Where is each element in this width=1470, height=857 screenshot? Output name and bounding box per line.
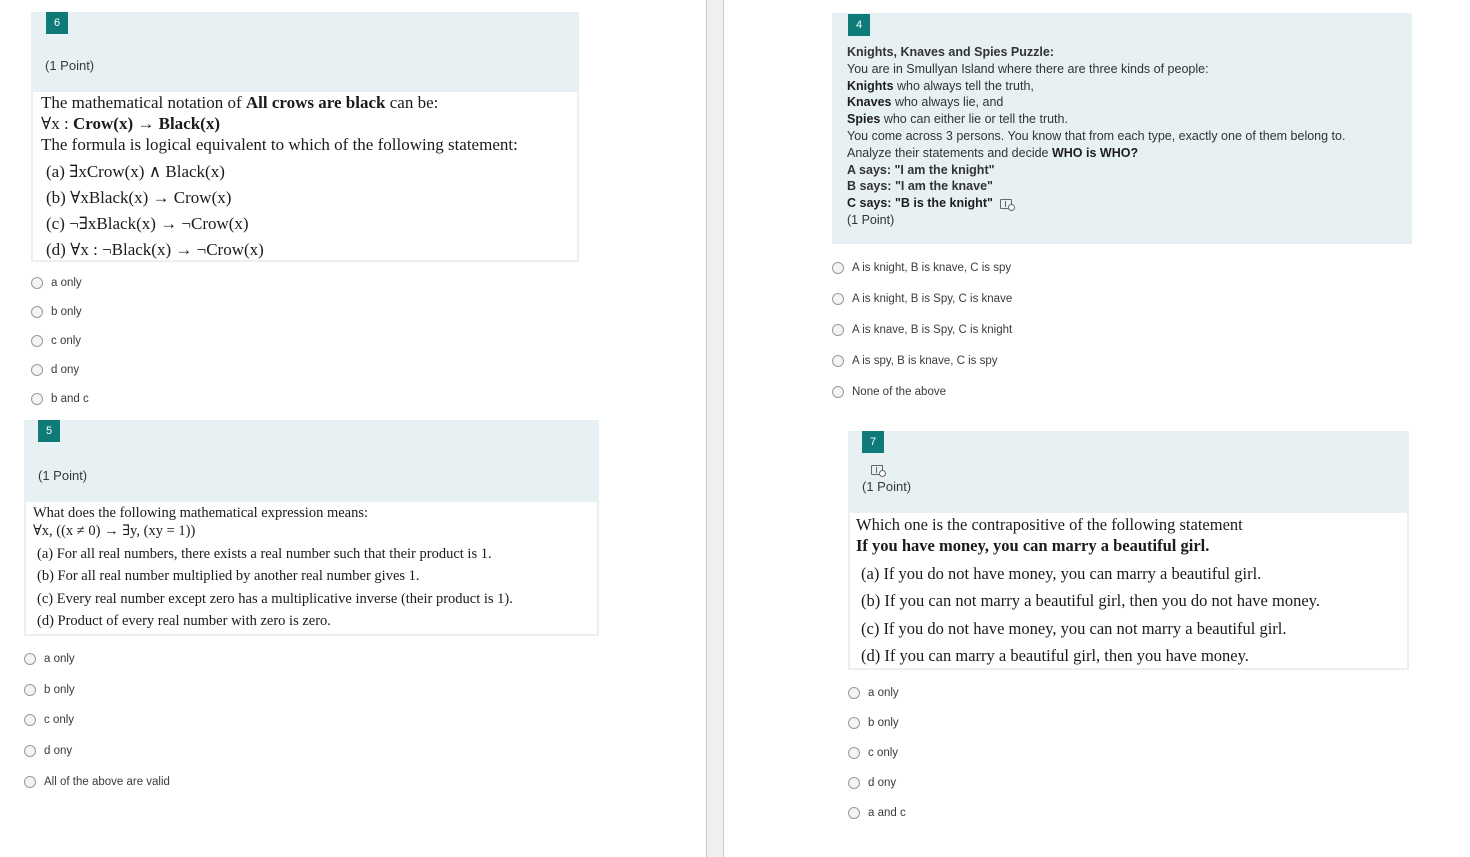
option-label: d ony <box>44 745 73 757</box>
option-label: A is knight, B is knave, C is spy <box>852 262 1012 274</box>
q7-option-c[interactable] <box>848 747 898 759</box>
option-label: c only <box>51 335 82 347</box>
puzzle-spies: Spies who can either lie or tell the truth. <box>847 112 1068 127</box>
immersive-reader-icon[interactable] <box>871 465 883 475</box>
q6-option-c[interactable] <box>31 335 81 347</box>
option-label: c only <box>44 714 75 726</box>
q7-option-d[interactable] <box>848 777 896 789</box>
option-label: A is spy, B is knave, C is spy <box>852 355 998 367</box>
q4-option-b[interactable] <box>832 293 1012 305</box>
q6-option-d[interactable] <box>31 364 79 376</box>
q7-option-e[interactable] <box>848 807 906 819</box>
option-label: a only <box>868 687 899 699</box>
option-label: d ony <box>51 364 80 376</box>
panel-divider[interactable] <box>706 0 724 857</box>
option-label: a only <box>44 653 75 665</box>
radio-button[interactable] <box>832 262 844 274</box>
question-points: (1 Point) <box>862 479 912 494</box>
option-label: c only <box>868 747 899 759</box>
option-label: All of the above are valid <box>44 776 170 788</box>
option-label: A is knight, B is Spy, C is knave <box>852 293 1013 305</box>
question-7 <box>848 431 1409 670</box>
question-points: (1 Point) <box>45 58 95 73</box>
question-7-image <box>848 511 1409 670</box>
question-6-header <box>31 12 579 90</box>
q6-line-1: The mathematical notation of All crows are black can be: <box>41 93 439 112</box>
puzzle-intro: You are in Smullyan Island where there are three kinds of people: <box>847 61 1209 76</box>
radio-button[interactable] <box>848 807 860 819</box>
question-5-header <box>24 420 599 500</box>
question-number: 4 <box>848 14 870 36</box>
radio-button[interactable] <box>31 335 43 347</box>
q4-option-e[interactable] <box>832 386 946 398</box>
radio-button[interactable] <box>832 355 844 367</box>
q5-option-d[interactable] <box>24 745 72 757</box>
q4-option-d[interactable] <box>832 355 998 367</box>
q5-option-b[interactable] <box>24 684 75 696</box>
radio-button[interactable] <box>24 714 36 726</box>
radio-button[interactable] <box>31 306 43 318</box>
q5-line-1: What does the following mathematical expression means: <box>33 505 369 521</box>
question-points: (1 Point) <box>847 212 895 227</box>
puzzle-analyze: Analyze their statements and decide WHO is WHO? <box>847 145 1139 160</box>
q7-option-a[interactable] <box>848 687 899 699</box>
q6-option-e[interactable] <box>31 393 89 405</box>
radio-button[interactable] <box>832 324 844 336</box>
radio-button[interactable] <box>848 687 860 699</box>
q7-item-c: (c) If you do not have money, you can not marry a beautiful girl. <box>861 619 1287 638</box>
immersive-reader-icon[interactable] <box>1000 199 1012 209</box>
q6-item-c: (c) ¬∃xBlack(x) → ¬Crow(x) <box>46 214 249 233</box>
option-label: b only <box>868 717 899 729</box>
option-label: a only <box>51 277 82 289</box>
statement-c: C says: "B is the knight" <box>847 196 993 211</box>
q5-item-c: (c) Every real number except zero has a multiplicative inverse (their product is 1). <box>37 591 513 607</box>
puzzle-knights: Knights who always tell the truth, <box>847 78 1034 93</box>
q5-option-c[interactable] <box>24 714 74 726</box>
q6-item-d: (d) ∀x : ¬Black(x) → ¬Crow(x) <box>46 240 264 259</box>
statement-a: A says: "I am the knight" <box>847 162 995 177</box>
question-5 <box>24 420 599 636</box>
q6-line-3: The formula is logical equivalent to which of the following statement: <box>41 135 518 154</box>
q5-line-2: ∀x, ((x ≠ 0) → ∃y, (xy = 1)) <box>33 523 196 539</box>
puzzle-across: You come across 3 persons. You know that from each type, exactly one of them belong to. <box>847 128 1346 143</box>
q7-item-b: (b) If you can not marry a beautiful girl, then you do not have money. <box>861 591 1320 610</box>
question-6-image <box>31 90 579 262</box>
option-label: b only <box>51 306 82 318</box>
question-6 <box>31 12 579 262</box>
q7-line-1: Which one is the contrapositive of the following statement <box>856 515 1243 534</box>
q4-option-a[interactable] <box>832 262 1011 274</box>
radio-button[interactable] <box>24 745 36 757</box>
q5-option-a[interactable] <box>24 653 75 665</box>
statement-b: B says: "I am the knave" <box>847 179 993 194</box>
q6-item-b: (b) ∀xBlack(x) → Crow(x) <box>46 188 232 207</box>
radio-button[interactable] <box>848 747 860 759</box>
q7-item-a: (a) If you do not have money, you can marry a beautiful girl. <box>861 564 1262 583</box>
radio-button[interactable] <box>832 386 844 398</box>
q5-item-d: (d) Product of every real number with zero is zero. <box>37 613 331 629</box>
q6-option-a[interactable] <box>31 277 82 289</box>
statement-c-row <box>847 195 1407 212</box>
question-number: 7 <box>862 431 884 453</box>
option-label: d ony <box>868 777 897 789</box>
question-number: 6 <box>46 12 68 34</box>
radio-button[interactable] <box>31 364 43 376</box>
question-number: 5 <box>38 420 60 442</box>
q6-line-2: ∀x : Crow(x) → Black(x) <box>41 114 220 133</box>
question-4 <box>832 13 1412 244</box>
radio-button[interactable] <box>848 777 860 789</box>
puzzle-knaves: Knaves who always lie, and <box>847 95 1004 110</box>
radio-button[interactable] <box>31 277 43 289</box>
q4-option-c[interactable] <box>832 324 1012 336</box>
puzzle-text <box>847 44 1407 229</box>
radio-button[interactable] <box>848 717 860 729</box>
q5-item-b: (b) For all real number multiplied by another real number gives 1. <box>37 568 420 584</box>
option-label: b and c <box>51 393 89 405</box>
radio-button[interactable] <box>24 776 36 788</box>
option-label: A is knave, B is Spy, C is knight <box>852 324 1013 336</box>
option-label: None of the above <box>852 386 946 398</box>
q5-option-e[interactable] <box>24 776 170 788</box>
radio-button[interactable] <box>24 684 36 696</box>
question-5-image <box>24 500 599 636</box>
q6-item-a: (a) ∃xCrow(x) ∧ Black(x) <box>46 162 225 181</box>
radio-button[interactable] <box>31 393 43 405</box>
option-label: a and c <box>868 807 906 819</box>
puzzle-title: Knights, Knaves and Spies Puzzle: <box>847 45 1054 59</box>
question-7-header <box>848 431 1409 511</box>
question-points: (1 Point) <box>38 468 88 483</box>
right-panel <box>724 0 1470 857</box>
q7-line-2: If you have money, you can marry a beautiful girl. <box>856 536 1210 555</box>
option-label: b only <box>44 684 75 696</box>
q7-option-b[interactable] <box>848 717 899 729</box>
left-panel <box>0 0 706 857</box>
radio-button[interactable] <box>832 293 844 305</box>
radio-button[interactable] <box>24 653 36 665</box>
q6-option-b[interactable] <box>31 306 82 318</box>
q5-item-a: (a) For all real numbers, there exists a real number such that their product is 1. <box>37 546 492 562</box>
q7-item-d: (d) If you can marry a beautiful girl, then you have money. <box>861 646 1249 665</box>
